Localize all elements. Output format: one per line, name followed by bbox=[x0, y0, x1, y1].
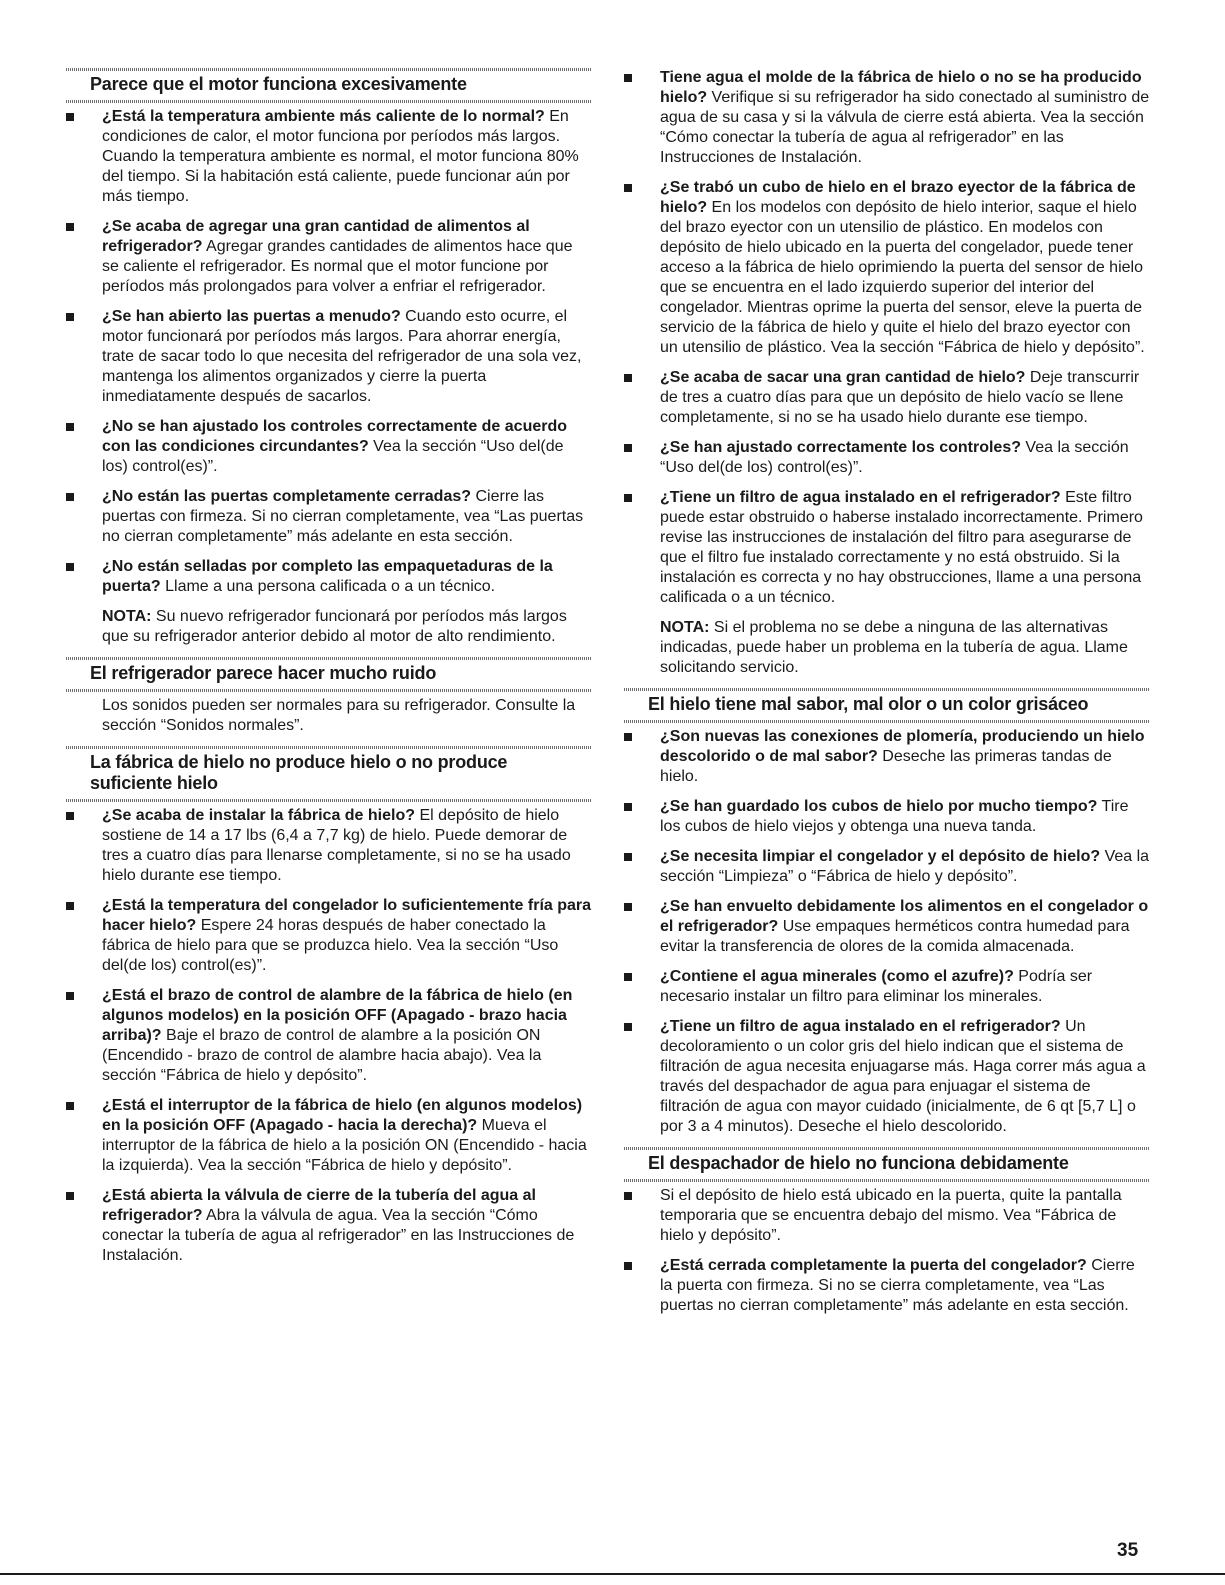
list-item bbox=[624, 178, 1150, 358]
answer: Use empaques herméticos contra humedad para evitar la transferencia de olores de la comida almacenada. bbox=[660, 918, 1130, 955]
answer: Podría ser necesario instalar un filtro para eliminar los minerales. bbox=[660, 968, 1093, 1005]
list-item bbox=[624, 68, 1150, 168]
answer: Agregar grandes cantidades de alimentos hace que se caliente el refrigerador. Es normal que el motor funcione por períodos más prolongados para volver a enfriar el refrigerador. bbox=[102, 238, 573, 295]
list-item bbox=[66, 487, 592, 547]
list-item bbox=[624, 488, 1150, 608]
answer: Deje transcurrir de tres a cuatro días para que un depósito de hielo vacío se llene completamente, si no se ha usado hielo durante ese tiempo. bbox=[660, 369, 1140, 426]
bullet-icon bbox=[624, 444, 632, 452]
note-paragraph bbox=[102, 607, 592, 647]
list-item bbox=[66, 217, 592, 297]
answer: El depósito de hielo sostiene de 14 a 17 lbs (6,4 a 7,7 kg) de hielo. Puede demorar de tres a cuatro días para llenarse completamente, si no se ha usado hielo durante ese tiempo. bbox=[102, 807, 571, 884]
question: ¿Se han ajustado correctamente los controles? bbox=[660, 439, 1021, 456]
answer: Este filtro puede estar obstruido o haberse instalado incorrectamente. Primero revise las instrucciones de instalación del filtro para asegurarse de que el filtro fue instalado correctamente y no está obstruido. Si la instalación es correcta y no hay obstrucciones, llame a una persona calificada o a un técnico. bbox=[660, 489, 1143, 606]
list-item bbox=[66, 986, 592, 1086]
answer: Un decoloramiento o un color gris del hielo indican que el sistema de filtración de agua necesita enjuagarse más. Haga correr más agua a través del despachador de agua para enjuagar el sistema de filtración de agua con mayor cuidado (inicialmente, de 6 qt [5,7 L] o por 3 a 4 minutos). Deseche el hielo descolorido. bbox=[660, 1018, 1146, 1135]
question: ¿Contiene el agua minerales (como el azufre)? bbox=[660, 968, 1014, 985]
answer: Si el depósito de hielo está ubicado en la puerta, quite la pantalla temporaria que se encuentra debajo del mismo. Vea “Fábrica de hielo y depósito”. bbox=[660, 1187, 1122, 1244]
list-item bbox=[624, 797, 1150, 837]
answer: Mueva el interruptor de la fábrica de hielo a la posición ON (Encendido - hacia la izquierda). Vea la sección “Fábrica de hielo y depósito”. bbox=[102, 1117, 587, 1174]
note-label: NOTA: bbox=[660, 619, 710, 636]
list-item bbox=[624, 1256, 1150, 1316]
bullet-icon bbox=[66, 563, 74, 571]
bullet-icon bbox=[66, 1102, 74, 1110]
section-header-noise bbox=[66, 657, 592, 692]
section-title: El hielo tiene mal sabor, mal olor o un color grisáceo bbox=[648, 694, 1089, 714]
answer: Cierre la puerta con firmeza. Si no se cierra completamente, vea “Las puertas no cierran completamente” más adelante en esta sección. bbox=[660, 1257, 1135, 1314]
left-column bbox=[66, 68, 592, 1276]
bullet-icon bbox=[624, 184, 632, 192]
bullet-icon bbox=[624, 973, 632, 981]
bullet-icon bbox=[66, 902, 74, 910]
section-title: El refrigerador parece hacer mucho ruido bbox=[90, 663, 437, 683]
question: ¿Se acaba de instalar la fábrica de hielo? bbox=[102, 807, 416, 824]
question: ¿Son nuevas las conexiones de plomería, produciendo un hielo descolorido o de mal sabor? bbox=[660, 728, 1145, 765]
list-item bbox=[624, 438, 1150, 478]
answer: Abra la válvula de agua. Vea la sección “Cómo conectar la tubería de agua al refrigerador” en las Instrucciones de Instalación. bbox=[102, 1207, 575, 1264]
section-title: La fábrica de hielo no produce hielo o no produce suficiente hielo bbox=[90, 752, 508, 793]
list-item bbox=[66, 1096, 592, 1176]
section-header-taste bbox=[624, 688, 1150, 723]
note-text: Si el problema no se debe a ninguna de las alternativas indicadas, puede haber un problema en la tubería de agua. Llame solicitando servicio. bbox=[660, 619, 1128, 676]
section-header-icemaker bbox=[66, 746, 592, 802]
answer: Cuando esto ocurre, el motor funcionará por períodos más largos. Para ahorrar energía, trate de sacar todo lo que necesita del refrigerador de una sola vez, mantenga los alimentos organizados y cierre la puerta inmediatamente después de sacarlos. bbox=[102, 308, 582, 405]
bullet-icon bbox=[624, 803, 632, 811]
question: ¿Tiene un filtro de agua instalado en el refrigerador? bbox=[660, 1018, 1061, 1035]
bullet-icon bbox=[66, 423, 74, 431]
question: ¿Se han envuelto debidamente los alimentos en el congelador o el refrigerador? bbox=[660, 898, 1149, 935]
answer: Baje el brazo de control de alambre a la posición ON (Encendido - brazo de control de alambre hacia abajo). Vea la sección “Fábrica de hielo y depósito”. bbox=[102, 1027, 542, 1084]
question: ¿Tiene un filtro de agua instalado en el refrigerador? bbox=[660, 489, 1061, 506]
list-item bbox=[624, 368, 1150, 428]
bullet-icon bbox=[624, 1192, 632, 1200]
list-item bbox=[66, 557, 592, 597]
bullet-icon bbox=[66, 1192, 74, 1200]
list-item bbox=[66, 307, 592, 407]
list-item bbox=[66, 107, 592, 207]
bullet-icon bbox=[66, 992, 74, 1000]
answer: Verifique si su refrigerador ha sido conectado al suministro de agua de su casa y si la válvula de cierre está abierta. Vea la sección “Cómo conectar la tubería de agua al refrigerador” en las Instrucciones de Instalación. bbox=[660, 89, 1150, 166]
question: ¿No están las puertas completamente cerradas? bbox=[102, 488, 472, 505]
list-item bbox=[624, 847, 1150, 887]
section-title: El despachador de hielo no funciona debidamente bbox=[648, 1153, 1069, 1173]
question: ¿Está la temperatura ambiente más caliente de lo normal? bbox=[102, 108, 545, 125]
answer: En los modelos con depósito de hielo interior, saque el hielo del brazo eyector con un utensilio de plástico. En modelos con depósito de hielo ubicado en la puerta del congelador, puede tener acceso a la fábrica de hielo oprimiendo la puerta del sensor de hielo que se encuentra en el lado izquierdo superior del interior del congelador. Mientras oprime la puerta del sensor, eleve la puerta de servicio de la fábrica de hielo y quite el hielo del brazo eyector con un utensilio de plástico. Vea la sección “Fábrica de hielo y depósito”. bbox=[660, 199, 1145, 356]
list-item bbox=[66, 417, 592, 477]
question: ¿Se acaba de sacar una gran cantidad de hielo? bbox=[660, 369, 1026, 386]
bottom-rule bbox=[0, 1573, 1225, 1575]
question: ¿Se trabó un cubo de hielo en el brazo eyector de la fábrica de hielo? bbox=[660, 179, 1136, 216]
answer: Cierre las puertas con firmeza. Si no cierran completamente, vea “Las puertas no cierran completamente” más adelante en esta sección. bbox=[102, 488, 584, 545]
question: ¿Está abierta la válvula de cierre de la tubería del agua al refrigerador? bbox=[102, 1187, 536, 1224]
answer: Vea la sección “Uso del(de los) control(es)”. bbox=[102, 438, 564, 475]
list-item bbox=[624, 967, 1150, 1007]
list-item bbox=[66, 1186, 592, 1266]
bullet-icon bbox=[624, 733, 632, 741]
list-item bbox=[66, 896, 592, 976]
bullet-icon bbox=[624, 374, 632, 382]
answer: Vea la sección “Uso del(de los) control(es)”. bbox=[660, 439, 1129, 476]
list-item bbox=[624, 897, 1150, 957]
answer: Espere 24 horas después de haber conectado la fábrica de hielo para que se produzca hielo. Vea la sección “Uso del(de los) control(es)”. bbox=[102, 917, 559, 974]
right-column bbox=[624, 68, 1150, 1326]
question: ¿No están selladas por completo las empaquetaduras de la puerta? bbox=[102, 558, 553, 595]
bullet-icon bbox=[66, 812, 74, 820]
motor-items-list bbox=[66, 107, 592, 597]
list-item bbox=[624, 727, 1150, 787]
answer: Tire los cubos de hielo viejos y obtenga una nueva tanda. bbox=[660, 798, 1129, 835]
question: ¿Se necesita limpiar el congelador y el depósito de hielo? bbox=[660, 848, 1101, 865]
note-paragraph bbox=[660, 618, 1150, 678]
question: ¿Está el brazo de control de alambre de la fábrica de hielo (en algunos modelos) en la posición OFF (Apagado - brazo hacia arriba)? bbox=[102, 987, 573, 1044]
noise-paragraph: Los sonidos pueden ser normales para su refrigerador. Consulte la sección “Sonidos normales”. bbox=[102, 697, 576, 734]
bullet-icon bbox=[624, 494, 632, 502]
note-text: Su nuevo refrigerador funcionará por períodos más largos que su refrigerador anterior debido al motor de alto rendimiento. bbox=[102, 608, 567, 645]
answer: Deseche las primeras tandas de hielo. bbox=[660, 748, 1112, 785]
bullet-icon bbox=[624, 1262, 632, 1270]
question: ¿Se acaba de agregar una gran cantidad de alimentos al refrigerador? bbox=[102, 218, 530, 255]
question: ¿Está la temperatura del congelador lo suficientemente fría para hacer hielo? bbox=[102, 897, 592, 934]
section-header-dispenser bbox=[624, 1147, 1150, 1182]
question: ¿No se han ajustado los controles correctamente de acuerdo con las condiciones circundantes? bbox=[102, 418, 568, 455]
bullet-icon bbox=[66, 493, 74, 501]
list-item bbox=[624, 1186, 1150, 1246]
bullet-icon bbox=[624, 74, 632, 82]
answer: En condiciones de calor, el motor funciona por períodos más largos. Cuando la temperatura ambiente es normal, el motor funciona 80% del tiempo. Si la habitación está caliente, puede funcionar aún por más tiempo. bbox=[102, 108, 579, 205]
answer: Vea la sección “Limpieza” o “Fábrica de hielo y depósito”. bbox=[660, 848, 1150, 885]
icemaker-cont-items-list bbox=[624, 68, 1150, 608]
bullet-icon bbox=[66, 113, 74, 121]
answer: Llame a una persona calificada o a un técnico. bbox=[160, 578, 496, 595]
section-title: Parece que el motor funciona excesivamente bbox=[90, 74, 467, 94]
bullet-icon bbox=[624, 1023, 632, 1031]
dispenser-items-list bbox=[624, 1186, 1150, 1316]
question: ¿Está el interruptor de la fábrica de hielo (en algunos modelos) en la posición OFF (Apagado - hacia la derecha)? bbox=[102, 1097, 583, 1134]
question: ¿Se han abierto las puertas a menudo? bbox=[102, 308, 401, 325]
bullet-icon bbox=[624, 853, 632, 861]
section-header-motor bbox=[66, 68, 592, 103]
note-label: NOTA: bbox=[102, 608, 152, 625]
taste-items-list bbox=[624, 727, 1150, 1137]
page-number: 35 bbox=[1117, 1540, 1139, 1561]
question: Tiene agua el molde de la fábrica de hielo o no se ha producido hielo? bbox=[660, 69, 1142, 106]
bullet-icon bbox=[624, 903, 632, 911]
question: ¿Está cerrada completamente la puerta del congelador? bbox=[660, 1257, 1087, 1274]
list-item bbox=[624, 1017, 1150, 1137]
question: ¿Se han guardado los cubos de hielo por mucho tiempo? bbox=[660, 798, 1098, 815]
bullet-icon bbox=[66, 223, 74, 231]
icemaker-items-list bbox=[66, 806, 592, 1266]
list-item bbox=[66, 806, 592, 886]
bullet-icon bbox=[66, 313, 74, 321]
